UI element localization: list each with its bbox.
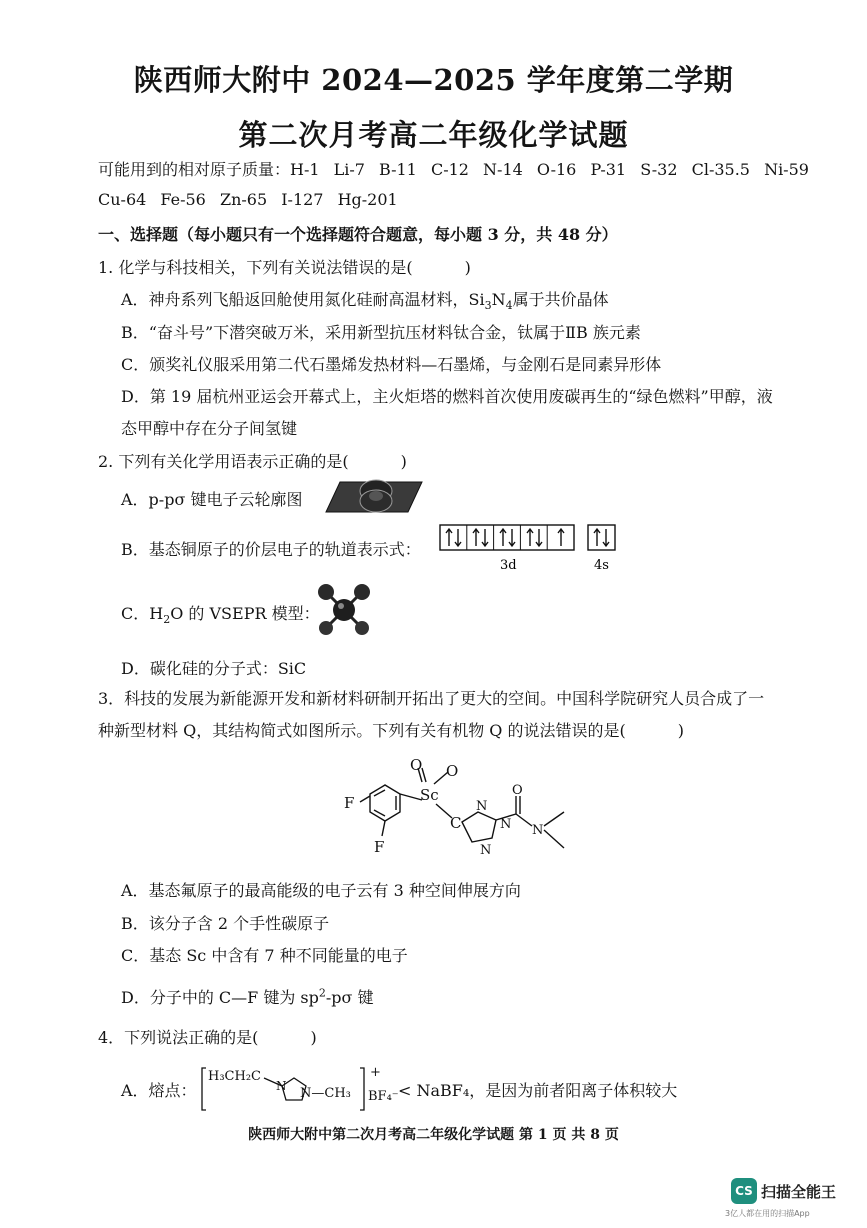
q2-option-b: B．基态铜原子的价层电子的轨道表示式： bbox=[121, 540, 421, 559]
q1-option-a bbox=[121, 287, 609, 312]
q1-option-a-sub1: 3 bbox=[484, 299, 492, 313]
question-2 bbox=[98, 449, 407, 472]
nitrogen-label-2: N bbox=[500, 817, 512, 832]
q1-option-a-mid: N bbox=[491, 290, 506, 309]
q1-option-c: C．颁奖礼仪服采用第二代石墨烯发热材料—石墨烯，与金刚石是同素异形体 bbox=[121, 355, 662, 374]
copper-orbital-diagram bbox=[440, 525, 620, 573]
question-4 bbox=[98, 1025, 317, 1048]
4s-orbital-box bbox=[588, 525, 615, 550]
q2-option-c bbox=[121, 601, 320, 626]
q1-option-a-post: 属于共价晶体 bbox=[512, 290, 609, 309]
q2-option-c-sub: 2 bbox=[163, 613, 171, 627]
question-1-close: ) bbox=[464, 258, 471, 277]
page-footer: 陕西师大附中第二次月考高二年级化学试题 第 1 页 共 8 页 bbox=[248, 1127, 619, 1143]
ethyl-group-label: H₃CH₂C bbox=[208, 1069, 261, 1084]
cs-logo-icon: CS bbox=[731, 1178, 757, 1204]
tetrafluoroborate-label: BF₄⁻ bbox=[368, 1089, 399, 1104]
fluorine-label-1: F bbox=[344, 794, 355, 812]
q2-option-a: A．p-pσ 键电子云轮廓图 bbox=[121, 490, 303, 509]
label-3d: 3d bbox=[500, 558, 517, 573]
question-3-line2 bbox=[98, 718, 684, 741]
nitrogen-label-1: N bbox=[476, 799, 488, 814]
question-3-line1: 3．科技的发展为新能源开发和新材料研制开拓出了更大的空间。中国科学院研究人员合成了一 bbox=[98, 689, 765, 708]
question-2-close: ) bbox=[400, 452, 407, 471]
question-4-stem: 4．下列说法正确的是( bbox=[98, 1028, 259, 1047]
ionic-liquid-structure bbox=[200, 1062, 399, 1116]
oxygen-label-3: O bbox=[512, 783, 523, 798]
imidazolium-n-label: N bbox=[276, 1079, 287, 1093]
q3-option-d-post: -pσ 键 bbox=[325, 988, 374, 1007]
question-3-close: ) bbox=[677, 721, 684, 740]
q3-option-b: B．该分子含 2 个手性碳原子 bbox=[121, 914, 330, 933]
p-p-sigma-orbital-image bbox=[318, 476, 424, 516]
oxygen-label-2: O bbox=[446, 762, 459, 780]
water-vsepr-model-image bbox=[316, 582, 372, 638]
carbon-label: C bbox=[450, 814, 462, 832]
scandium-label: Sc bbox=[420, 786, 439, 804]
q2-option-d: D．碳化硅的分子式：SiC bbox=[121, 659, 307, 678]
q4-option-a-label: A．熔点： bbox=[121, 1081, 197, 1100]
atomic-masses-line2: Cu-64 Fe-56 Zn-65 I-127 Hg-201 bbox=[98, 190, 398, 209]
scanner-slogan: 3亿人都在用的扫描App bbox=[725, 1209, 810, 1218]
q2-option-c-post: O 的 VSEPR 模型： bbox=[170, 604, 320, 623]
q1-option-a-sub2: 4 bbox=[505, 299, 513, 313]
oxygen-label-1: O bbox=[410, 756, 423, 774]
q3-option-d-pre: D．分子中的 C—F 键为 sp bbox=[121, 988, 319, 1007]
exam-title-line1: 陕西师大附中 2024—2025 学年度第二学期 bbox=[133, 63, 734, 97]
methyl-group-label: N—CH₃ bbox=[300, 1086, 351, 1101]
q2-option-c-pre: C．H bbox=[121, 604, 164, 623]
question-3-stem: 种新型材料 Q，其结构简式如图所示。下列有关有机物 Q 的说法错误的是( bbox=[98, 721, 626, 740]
3d-orbital-boxes bbox=[440, 525, 574, 550]
atomic-masses-line1: 可能用到的相对原子质量：H-1 Li-7 B-11 C-12 N-14 O-16 P-31 S-32 Cl-35.5 Ni-59 bbox=[98, 160, 809, 179]
nitrogen-label-4: N bbox=[532, 823, 544, 838]
q1-option-d-line2: 态甲醇中存在分子间氢键 bbox=[121, 419, 298, 438]
q3-option-d bbox=[121, 985, 374, 1008]
q4-option-a-text: < NaBF₄，是因为前者阳离子体积较大 bbox=[398, 1081, 678, 1100]
nitrogen-label-3: N bbox=[480, 843, 492, 858]
scanner-app-name: 扫描全能王 bbox=[761, 1183, 837, 1201]
section-heading: 一、选择题（每小题只有一个选择题符合题意，每小题 3 分，共 48 分） bbox=[98, 225, 618, 244]
scanner-watermark bbox=[725, 1178, 843, 1222]
q1-option-b: B．“奋斗号”下潜突破万米，采用新型抗压材料钛合金，钛属于ⅡB 族元素 bbox=[121, 323, 641, 342]
q3-option-c: C．基态 Sc 中含有 7 种不同能量的电子 bbox=[121, 946, 408, 965]
question-1-stem: 1. 化学与科技相关，下列有关说法错误的是( bbox=[98, 258, 413, 277]
compound-q-structure bbox=[330, 756, 580, 864]
fluorine-label-2: F bbox=[374, 838, 385, 856]
question-4-close: ) bbox=[310, 1028, 317, 1047]
q1-option-a-pre: A．神舟系列飞船返回舱使用氮化硅耐高温材料，Si bbox=[121, 290, 485, 309]
q3-option-a: A．基态氟原子的最高能级的电子云有 3 种空间伸展方向 bbox=[121, 881, 521, 900]
charge-plus-label: + bbox=[370, 1065, 381, 1080]
q1-option-d-line1: D．第 19 届杭州亚运会开幕式上，主火炬塔的燃料首次使用废碳再生的“绿色燃料”甲醇，液 bbox=[121, 387, 773, 406]
question-2-stem: 2. 下列有关化学用语表示正确的是( bbox=[98, 452, 349, 471]
exam-title-line2: 第二次月考高二年级化学试题 bbox=[238, 118, 629, 152]
q3-option-d-sup: 2 bbox=[318, 986, 326, 1000]
question-1 bbox=[98, 255, 471, 278]
label-4s: 4s bbox=[594, 558, 609, 573]
